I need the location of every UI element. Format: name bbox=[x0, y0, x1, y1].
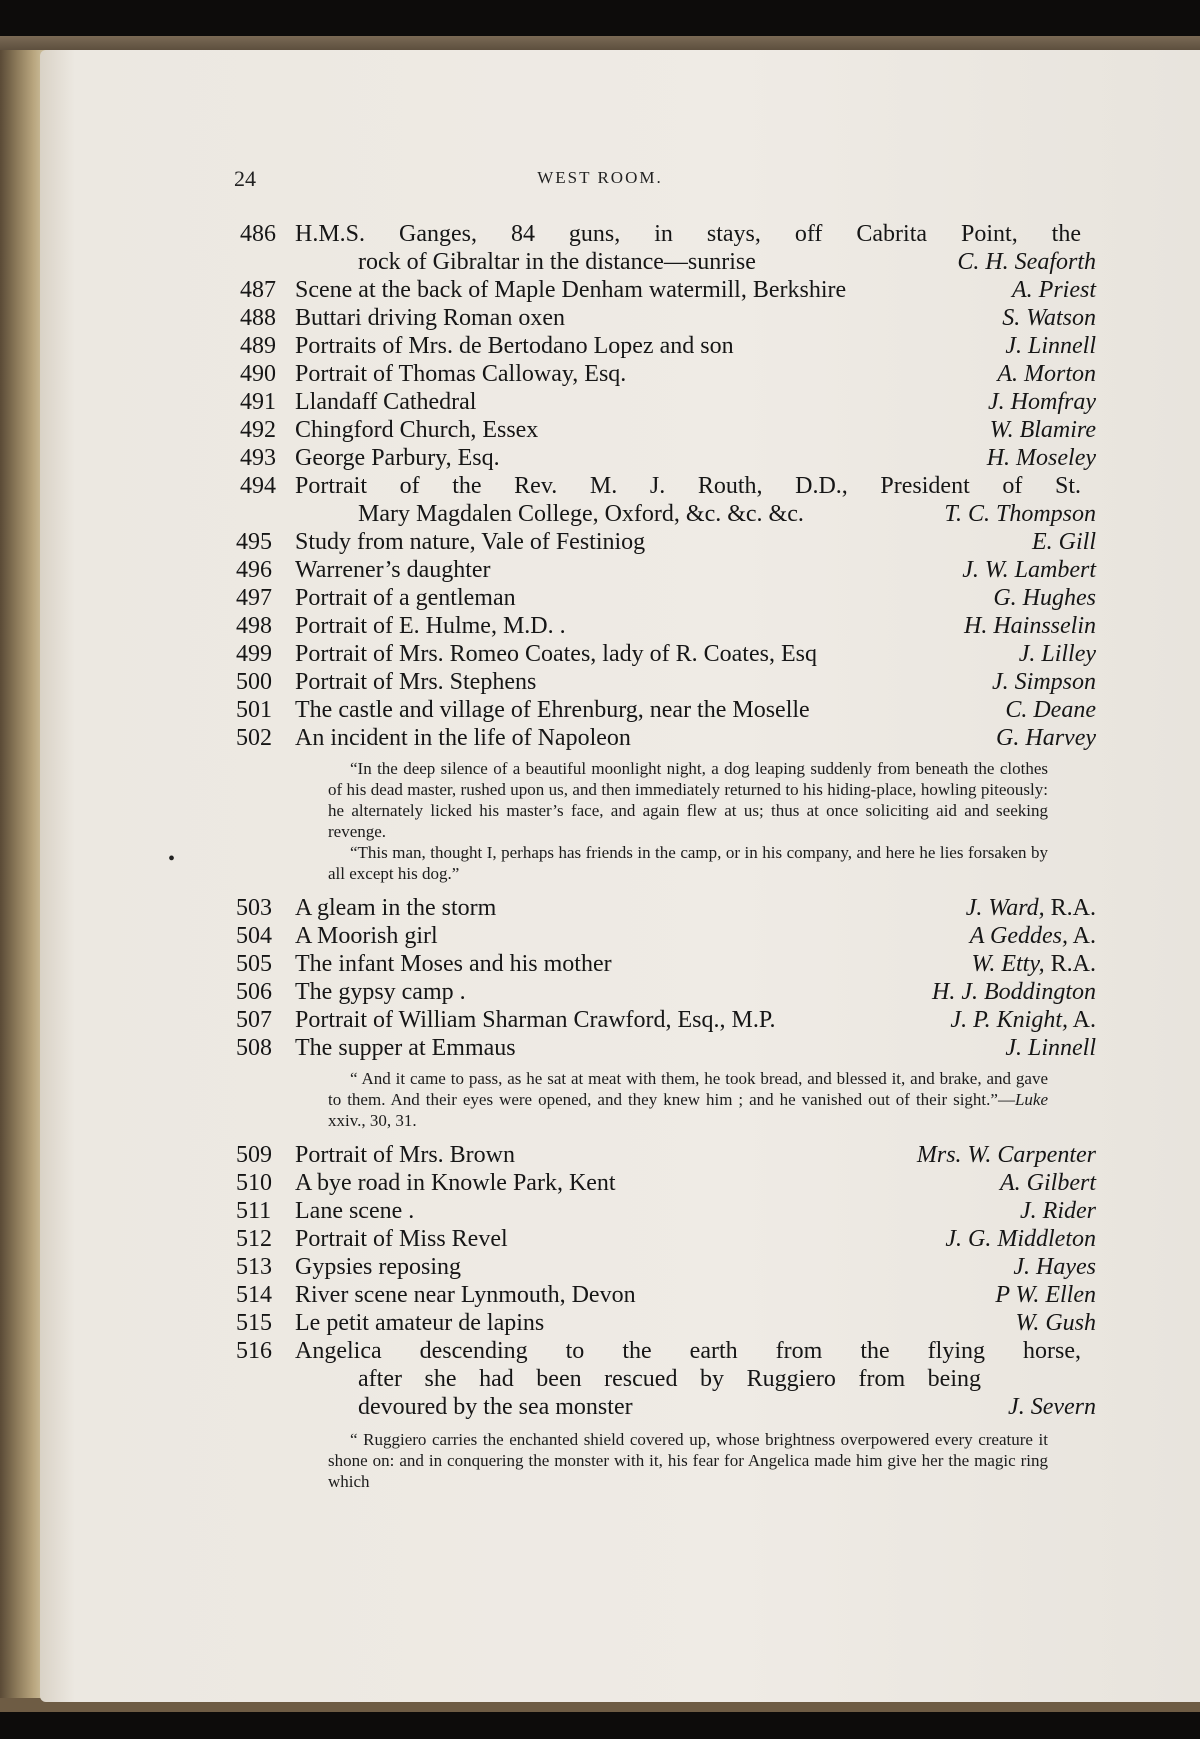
entry-title: Gypsies reposing bbox=[295, 1254, 461, 1280]
entry-artist: J. Simpson bbox=[992, 669, 1096, 695]
entry-title: George Parbury, Esq. bbox=[295, 445, 500, 471]
quotation-516 bbox=[328, 1421, 1048, 1502]
entry-497 bbox=[236, 584, 1096, 612]
entry-number: 491 bbox=[240, 389, 276, 415]
entry-artist: J. Rider bbox=[1020, 1198, 1096, 1224]
entry-501 bbox=[236, 696, 1096, 724]
entry-number: 510 bbox=[236, 1170, 272, 1196]
entry-number: 516 bbox=[236, 1338, 272, 1364]
quotation-508 bbox=[328, 1062, 1048, 1141]
entry-artist bbox=[970, 922, 1096, 950]
entry-516-continued bbox=[236, 1393, 1096, 1421]
entry-number: 509 bbox=[236, 1142, 272, 1168]
entry-artist: J. Homfray bbox=[988, 389, 1096, 415]
entry-artist bbox=[966, 894, 1096, 922]
entry-number: 500 bbox=[236, 669, 272, 695]
entry-title: An incident in the life of Napoleon bbox=[295, 725, 631, 751]
entry-artist: G. Harvey bbox=[996, 725, 1096, 751]
entry-516 bbox=[236, 1337, 1096, 1365]
entry-artist bbox=[950, 1006, 1096, 1034]
entry-title-continued: Mary Magdalen College, Oxford, &c. &c. &c. bbox=[358, 501, 804, 527]
entry-artist: E. Gill bbox=[1032, 529, 1096, 555]
entry-488 bbox=[236, 304, 1096, 332]
quotation-text: “ And it came to pass, as he sat at meat with them, he took bread, and blessed it, and brake, and gave to them. And their eyes were opened, and they knew him ; and he vanished out of their sight.”— bbox=[328, 1069, 1048, 1109]
entry-title: Portrait of Miss Revel bbox=[295, 1226, 508, 1252]
entry-number: 508 bbox=[236, 1035, 272, 1061]
entry-title: River scene near Lynmouth, Devon bbox=[295, 1282, 636, 1308]
artist-honour: A. bbox=[1067, 1007, 1096, 1033]
entry-510 bbox=[236, 1169, 1096, 1197]
entry-494-continued bbox=[236, 500, 1096, 528]
entry-number: 503 bbox=[236, 895, 272, 921]
entry-artist: C. Deane bbox=[1005, 697, 1096, 723]
running-title: WEST ROOM. bbox=[537, 168, 663, 187]
entry-490 bbox=[236, 360, 1096, 388]
entry-number: 501 bbox=[236, 697, 272, 723]
entry-505 bbox=[236, 950, 1096, 978]
entry-title: Portrait of Mrs. Stephens bbox=[295, 669, 537, 695]
entry-486 bbox=[236, 220, 1096, 248]
entry-artist: A. Priest bbox=[1012, 277, 1096, 303]
entry-title: Portrait of a gentleman bbox=[295, 585, 516, 611]
entry-title-continued: after she had been rescued by Ruggiero from being bbox=[358, 1366, 981, 1392]
entry-artist: A. Morton bbox=[997, 361, 1096, 387]
entry-number: 506 bbox=[236, 979, 272, 1005]
entry-507 bbox=[236, 1006, 1096, 1034]
quotation-paragraph bbox=[328, 1068, 1048, 1131]
artist-honour: R.A. bbox=[1044, 895, 1096, 921]
entry-498 bbox=[236, 612, 1096, 640]
entry-artist: S. Watson bbox=[1002, 305, 1096, 331]
entry-487 bbox=[236, 276, 1096, 304]
entry-492 bbox=[236, 416, 1096, 444]
quotation-verse: xxiv., 30, 31. bbox=[328, 1111, 417, 1130]
entry-artist: P W. Ellen bbox=[995, 1282, 1096, 1308]
entry-489 bbox=[236, 332, 1096, 360]
entry-495 bbox=[236, 528, 1096, 556]
entry-title: Chingford Church, Essex bbox=[295, 417, 539, 443]
artist-honour: R.A. bbox=[1044, 951, 1096, 977]
entry-511 bbox=[236, 1197, 1096, 1225]
entry-513 bbox=[236, 1253, 1096, 1281]
entry-number: 495 bbox=[236, 529, 272, 555]
entry-artist: J. Linnell bbox=[1005, 333, 1096, 359]
entry-number: 488 bbox=[240, 305, 276, 331]
entry-title: Portraits of Mrs. de Bertodano Lopez and son bbox=[295, 333, 734, 359]
entry-title-continued: devoured by the sea monster bbox=[358, 1394, 633, 1420]
entry-number: 489 bbox=[240, 333, 276, 359]
entry-artist: A. Gilbert bbox=[1000, 1170, 1096, 1196]
entry-title: Warrener’s daughter bbox=[295, 557, 491, 583]
quotation-paragraph: “In the deep silence of a beautiful moonlight night, a dog leaping suddenly from beneath the clothes of his dead master, rushed upon us, and then immediately returned to his hiding-place, howling piteously: he alternately licked his master’s face, and again flew at us; thus at once soliciting aid and seeking revenge. bbox=[328, 759, 1048, 841]
entry-artist: J. W. Lambert bbox=[962, 557, 1096, 583]
entry-title: Portrait of Mrs. Romeo Coates, lady of R. Coates, Esq bbox=[295, 641, 817, 667]
entry-title: The supper at Emmaus bbox=[295, 1035, 516, 1061]
entry-title: A Moorish girl bbox=[295, 923, 438, 949]
entry-artist: J. Severn bbox=[1008, 1394, 1096, 1420]
entry-artist: G. Hughes bbox=[993, 585, 1096, 611]
entry-491 bbox=[236, 388, 1096, 416]
entry-title: Llandaff Cathedral bbox=[295, 389, 477, 415]
entry-title: Study from nature, Vale of Festiniog bbox=[295, 529, 646, 555]
entry-486-continued bbox=[236, 248, 1096, 276]
entry-title-continued: rock of Gibraltar in the distance—sunrise bbox=[358, 249, 756, 275]
entry-artist bbox=[972, 950, 1096, 978]
entry-503 bbox=[236, 894, 1096, 922]
entry-title: The castle and village of Ehrenburg, near the Moselle bbox=[295, 697, 810, 723]
quotation-502 bbox=[328, 752, 1048, 894]
entry-506 bbox=[236, 978, 1096, 1006]
entry-title: Portrait of the Rev. M. J. Routh, D.D., President of St. bbox=[295, 473, 1081, 499]
entry-artist: W. Blamire bbox=[989, 417, 1096, 443]
quotation-source: Luke bbox=[1014, 1090, 1048, 1109]
entry-title: H.M.S. Ganges, 84 guns, in stays, off Cabrita Point, the bbox=[295, 221, 1081, 247]
entry-title: Portrait of E. Hulme, M.D. . bbox=[295, 613, 566, 639]
entry-number: 507 bbox=[236, 1007, 272, 1033]
entry-number: 514 bbox=[236, 1282, 272, 1308]
entry-512 bbox=[236, 1225, 1096, 1253]
entry-title: Angelica descending to the earth from the flying horse, bbox=[295, 1338, 1081, 1364]
entry-number: 505 bbox=[236, 951, 272, 977]
entry-number: 499 bbox=[236, 641, 272, 667]
entry-title: Portrait of Thomas Calloway, Esq. bbox=[295, 361, 627, 387]
page-number: 24 bbox=[234, 166, 256, 191]
entry-artist: C. H. Seaforth bbox=[957, 249, 1096, 275]
entry-artist: J. Hayes bbox=[1013, 1254, 1096, 1280]
entry-number: 492 bbox=[240, 417, 276, 443]
entry-artist: J. Linnell bbox=[1005, 1035, 1096, 1061]
entry-title: Lane scene . bbox=[295, 1198, 415, 1224]
entry-title: Le petit amateur de lapins bbox=[295, 1310, 545, 1336]
entry-title: Scene at the back of Maple Denham watermill, Berkshire bbox=[295, 277, 847, 303]
entry-number: 511 bbox=[236, 1198, 272, 1224]
entry-artist: Mrs. W. Carpenter bbox=[916, 1142, 1096, 1168]
entry-number: 494 bbox=[240, 473, 276, 499]
entry-title: Buttari driving Roman oxen bbox=[295, 305, 565, 331]
entry-496 bbox=[236, 556, 1096, 584]
entry-number: 502 bbox=[236, 725, 272, 751]
artist-name: J. Ward, bbox=[965, 895, 1045, 921]
entry-number: 513 bbox=[236, 1254, 272, 1280]
entry-title: The gypsy camp . bbox=[295, 979, 466, 1005]
entry-493 bbox=[236, 444, 1096, 472]
entry-508 bbox=[236, 1034, 1096, 1062]
artist-honour: A. bbox=[1067, 923, 1096, 949]
entry-artist: H. J. Boddington bbox=[932, 979, 1096, 1005]
entry-515 bbox=[236, 1309, 1096, 1337]
entry-number: 486 bbox=[240, 221, 276, 247]
page-header bbox=[0, 166, 1200, 194]
entry-artist: T. C. Thompson bbox=[944, 501, 1096, 527]
entry-artist: J. G. Middleton bbox=[945, 1226, 1096, 1252]
ink-speck-mark: • bbox=[168, 848, 176, 870]
entry-494 bbox=[236, 472, 1096, 500]
entry-number: 504 bbox=[236, 923, 272, 949]
entry-title: The infant Moses and his mother bbox=[295, 951, 612, 977]
entry-number: 497 bbox=[236, 585, 272, 611]
entry-number: 498 bbox=[236, 613, 272, 639]
artist-name: J. P. Knight, bbox=[950, 1007, 1068, 1033]
quotation-paragraph: “ Ruggiero carries the enchanted shield covered up, whose brightness overpowered every creature it shone on: and in conquering the monster with it, his fear for Angelica made him give her the magic ring which bbox=[328, 1430, 1048, 1491]
entry-number: 496 bbox=[236, 557, 272, 583]
entry-number: 515 bbox=[236, 1310, 272, 1336]
entry-502 bbox=[236, 724, 1096, 752]
entry-number: 493 bbox=[240, 445, 276, 471]
entry-artist: W. Gush bbox=[1015, 1310, 1096, 1336]
entry-number: 490 bbox=[240, 361, 276, 387]
artist-name: W. Etty, bbox=[971, 951, 1045, 977]
entry-509 bbox=[236, 1141, 1096, 1169]
entry-500 bbox=[236, 668, 1096, 696]
entry-title: Portrait of William Sharman Crawford, Esq., M.P. bbox=[295, 1007, 776, 1033]
entry-number: 512 bbox=[236, 1226, 272, 1252]
catalogue-entries bbox=[236, 220, 1096, 1502]
entry-number: 487 bbox=[240, 277, 276, 303]
entry-title: A gleam in the storm bbox=[295, 895, 497, 921]
quotation-paragraph: “This man, thought I, perhaps has friends in the camp, or in his company, and here he lies forsaken by all except his dog.” bbox=[328, 843, 1048, 883]
entry-artist: H. Hainsselin bbox=[964, 613, 1096, 639]
entry-artist: J. Lilley bbox=[1018, 641, 1096, 667]
entry-504 bbox=[236, 922, 1096, 950]
artist-name: A Geddes, bbox=[969, 923, 1068, 949]
entry-title: A bye road in Knowle Park, Kent bbox=[295, 1170, 616, 1196]
entry-title: Portrait of Mrs. Brown bbox=[295, 1142, 515, 1168]
entry-499 bbox=[236, 640, 1096, 668]
entry-514 bbox=[236, 1281, 1096, 1309]
entry-artist: H. Moseley bbox=[986, 445, 1096, 471]
entry-516-continued bbox=[236, 1365, 1096, 1393]
